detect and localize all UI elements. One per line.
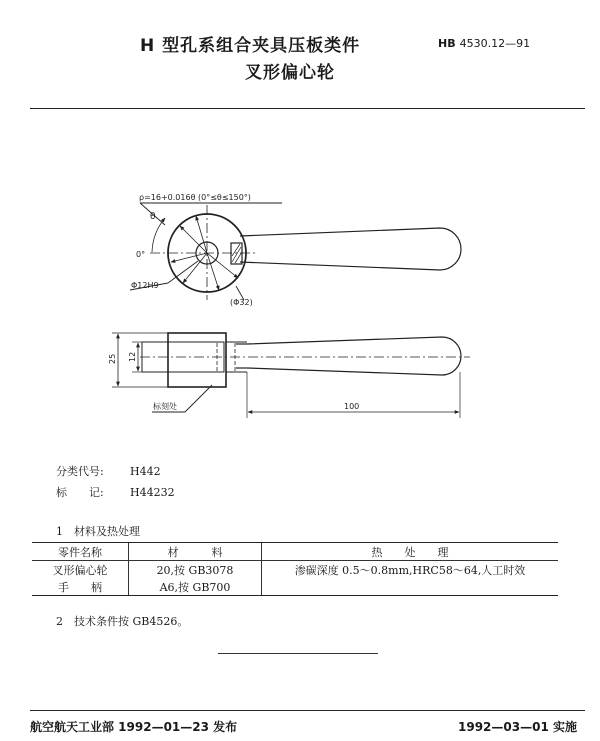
outer-diameter-dimension: (Φ32) [230,298,253,307]
table-header-row [32,543,558,561]
issue-date: 航空航天工业部 1992—01—23 发布 [30,720,238,734]
eccentric-formula: ρ=16+0.016θ (0°≤θ≤150°) [139,193,251,202]
header-part-name: 零件名称 [32,543,129,561]
materials-table [32,542,558,596]
cell-material: A6,按 GB700 [129,578,262,596]
document-title: H 型孔系组合夹具压板类件 [140,36,361,56]
cell-heat-treatment [262,578,559,596]
height-dimension: 25 [108,353,117,364]
handle-side-outline [247,337,461,375]
table-row [32,578,558,596]
table-row [32,561,558,579]
standard-code: 4530.12—91 [459,37,531,50]
implementation-date: 1992—03—01 实施 [458,720,577,734]
slot-dimension: 12 [128,351,137,362]
length-dimension: 100 [344,402,360,411]
marking-row [56,484,175,500]
marking-value: H44232 [130,486,175,499]
header-material: 材 料 [129,543,262,561]
class-code-label: 分类代号: [56,465,104,478]
marking-label: 标 记: [56,486,104,499]
disc-side-outline [168,333,226,387]
footer-rule [30,710,585,711]
cell-part-name: 叉形偏心轮 [52,563,108,577]
end-rule [218,653,378,654]
theta-label: θ [150,212,156,222]
bore-dimension: Φ12H9 [131,281,159,290]
class-code-value: H442 [130,465,161,478]
standard-prefix: HB [438,37,456,50]
class-code-row [56,463,161,479]
section-materials-heading: 1 材料及热处理 [56,525,140,538]
handle-top-outline [240,228,461,270]
document-subtitle: 叉形偏心轮 [245,63,335,83]
header-heat-treatment: 热 处 理 [262,543,559,561]
zero-degree-label: 0° [136,250,146,259]
cell-part-name: 手 柄 [32,578,129,596]
cell-heat-treatment: 渗碳深度 0.5～0.8mm,HRC58～64,人工时效 [262,561,559,579]
cell-material: 20,按 GB3078 [129,561,262,579]
marking-location-label: 标刻处 [153,402,177,411]
section-technical-conditions: 2 技术条件按 GB4526。 [56,615,189,628]
